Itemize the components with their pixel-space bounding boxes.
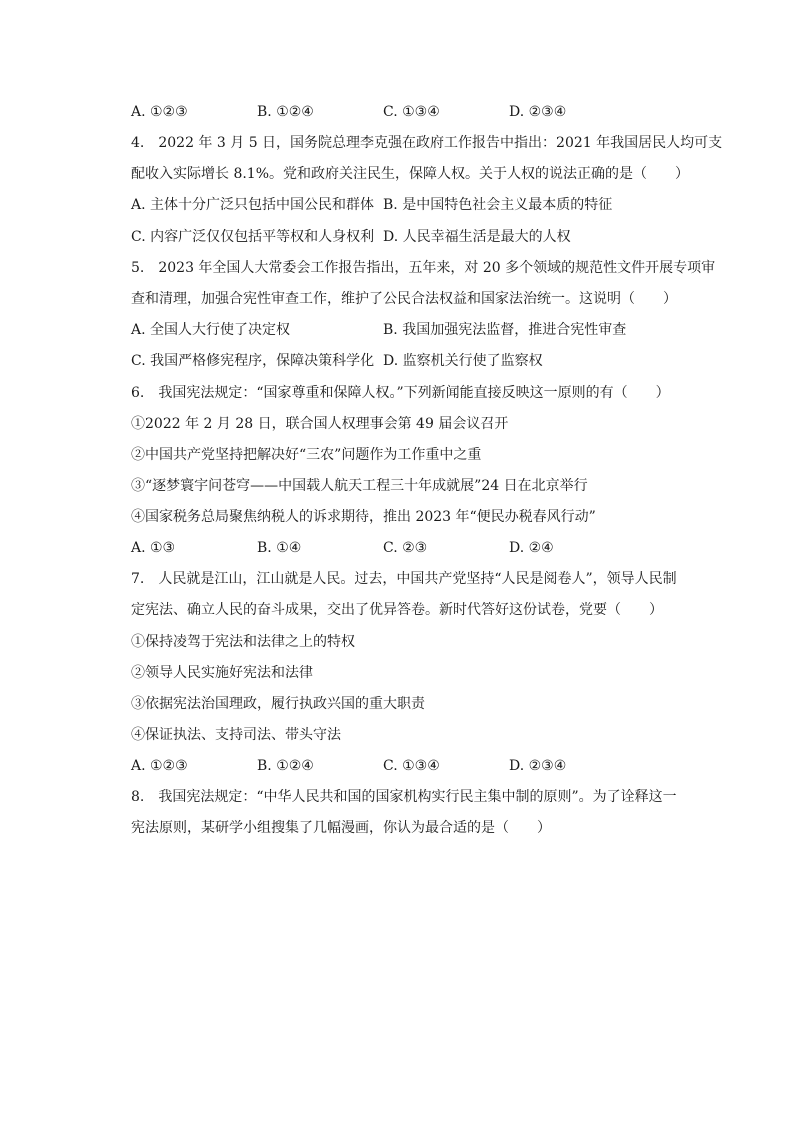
q6-options — [131, 538, 691, 558]
q6-item-2: ②中国共产党坚持把解决好“三农”问题作为工作重中之重 — [131, 447, 482, 463]
q8-stem-line-1: 8. 我国宪法规定：“中华人民共和国的国家机构实行民主集中制的原则”。为了诠释这一 — [131, 789, 677, 805]
q5-option-c[interactable]: C. 我国严格修宪程序，保障决策科学化 — [131, 353, 375, 369]
q5-options-row-1 — [131, 320, 691, 340]
q3-option-b[interactable]: B. ①②④ — [257, 104, 314, 120]
q7-option-c[interactable]: C. ①③④ — [383, 758, 440, 774]
q3-option-a[interactable]: A. ①②③ — [131, 104, 188, 120]
q5-options-row-2 — [131, 351, 691, 371]
q3-options — [131, 102, 691, 122]
q4-options-row-1 — [131, 195, 691, 215]
q6-item-1: ①2022 年 2 月 28 日，联合国人权理事会第 49 届会议召开 — [131, 416, 509, 432]
q7-option-b[interactable]: B. ①②④ — [257, 758, 314, 774]
q7-item-4: ④保证执法、支持司法、带头守法 — [131, 727, 341, 743]
q7-item-1: ①保持凌驾于宪法和法律之上的特权 — [131, 634, 355, 650]
q7-stem-line-2: 定宪法、确立人民的奋斗成果，交出了优异答卷。新时代答好这份试卷，党要（ ） — [131, 602, 663, 618]
q4-option-c[interactable]: C. 内容广泛仅仅包括平等权和人身权利 — [131, 229, 375, 245]
q7-item-3: ③依据宪法治国理政，履行执政兴国的重大职责 — [131, 696, 425, 712]
q4-option-a[interactable]: A. 主体十分广泛只包括中国公民和群体 — [131, 197, 375, 213]
q5-option-a[interactable]: A. 全国人大行使了决定权 — [131, 322, 291, 338]
q6-option-a[interactable]: A. ①③ — [131, 540, 176, 556]
q4-stem-line-2: 配收入实际增长 8.1%。党和政府关注民生，保障人权。关于人权的说法正确的是（ ） — [131, 166, 690, 182]
q5-option-d[interactable]: D. 监察机关行使了监察权 — [383, 353, 543, 369]
q8-stem-line-2: 宪法原则，某研学小组搜集了几幅漫画，你认为最合适的是（ ） — [131, 820, 551, 836]
q6-stem-line-1: 6. 我国宪法规定：“国家尊重和保障人权。”下列新闻能直接反映这一原则的有（ ） — [131, 385, 670, 401]
q7-options — [131, 756, 691, 776]
q6-option-c[interactable]: C. ②③ — [383, 540, 428, 556]
q5-stem-line-2: 查和清理，加强合宪性审查工作，维护了公民合法权益和国家法治统一。这说明（ ） — [131, 291, 677, 307]
q3-option-d[interactable]: D. ②③④ — [509, 104, 567, 120]
q4-option-d[interactable]: D. 人民幸福生活是最大的人权 — [383, 229, 571, 245]
q6-option-d[interactable]: D. ②④ — [509, 540, 554, 556]
q7-option-a[interactable]: A. ①②③ — [131, 758, 188, 774]
q7-item-2: ②领导人民实施好宪法和法律 — [131, 665, 313, 681]
q4-option-b[interactable]: B. 是中国特色社会主义最本质的特征 — [383, 197, 613, 213]
q7-stem-line-1: 7. 人民就是江山，江山就是人民。过去，中国共产党坚持“人民是阅卷人”，领导人民制 — [131, 571, 677, 587]
q6-item-4: ④国家税务总局聚焦纳税人的诉求期待，推出 2023 年“便民办税春风行动” — [131, 509, 596, 525]
q5-option-b[interactable]: B. 我国加强宪法监督，推进合宪性审查 — [383, 322, 627, 338]
q4-options-row-2 — [131, 227, 691, 247]
q6-item-3: ③“逐梦寰宇问苍穹——中国载人航天工程三十年成就展”24 日在北京举行 — [131, 478, 588, 494]
q6-option-b[interactable]: B. ①④ — [257, 540, 302, 556]
q3-option-c[interactable]: C. ①③④ — [383, 104, 440, 120]
q5-stem-line-1: 5. 2023 年全国人大常委会工作报告指出，五年来，对 20 多个领域的规范性文件开展专项审 — [131, 260, 716, 276]
q7-option-d[interactable]: D. ②③④ — [509, 758, 567, 774]
q4-stem-line-1: 4. 2022 年 3 月 5 日，国务院总理李克强在政府工作报告中指出：2021 年我国居民人均可支 — [131, 135, 723, 151]
